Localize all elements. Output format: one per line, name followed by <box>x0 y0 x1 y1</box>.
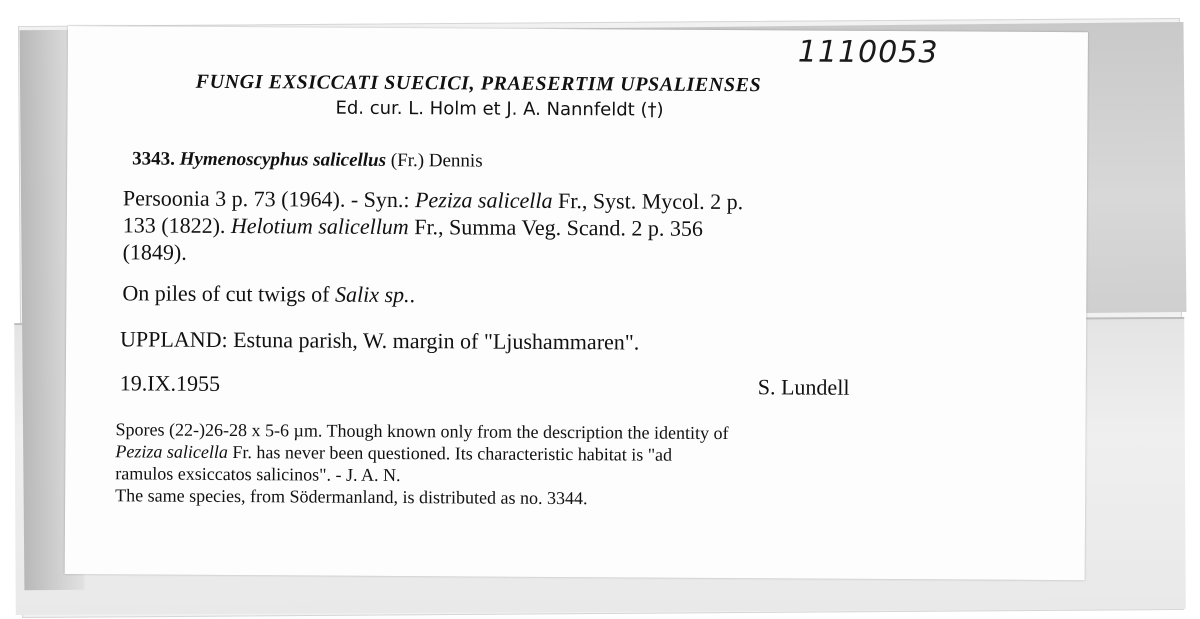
collection-date: 19.IX.1955 <box>119 370 221 396</box>
synonymy-line-1: Persoonia 3 p. 73 (1964). - Syn.: Peziza salicella Fr., Syst. Mycol. 2 p. <box>122 185 744 215</box>
synonymy-block <box>123 184 744 269</box>
note-line-1: Spores (22-)26-28 x 5-6 µm. Though known only from the description the identity of <box>115 419 729 444</box>
series-title: FUNGI EXSICCATI SUECICI, PRAESERTIM UPSALIENSES <box>195 70 762 97</box>
collector-name: S. Lundell <box>757 374 850 400</box>
synonymy-line-2: 133 (1822). Helotium salicellum Fr., Summa Veg. Scand. 2 p. 356 <box>122 212 703 241</box>
synonymy-line-3: (1849). <box>122 239 187 265</box>
catalog-number: 1110053 <box>797 34 939 71</box>
series-editors: Ed. cur. L. Holm et J. A. Nannfeldt (†) <box>335 97 664 121</box>
specimen-label <box>65 26 1088 580</box>
note-line-2: Peziza salicella Fr. has never been questioned. Its characteristic habitat is "ad <box>115 441 673 465</box>
taxon-name: Hymenoscyphus salicellus <box>179 148 387 171</box>
note-line-3: ramulos exsiccatos salicinos". - J. A. N. <box>115 463 401 486</box>
note-line-4: The same species, from Södermanland, is distributed as no. 3344. <box>115 485 588 509</box>
taxon-authority: (Fr.) Dennis <box>390 149 483 172</box>
locality-text: UPPLAND: Estuna parish, W. margin of "Ljushammaren". <box>120 326 640 355</box>
taxon-heading <box>132 148 483 172</box>
notes-block <box>115 418 728 510</box>
exsiccata-number: 3343. <box>132 148 176 170</box>
habitat-text: On piles of cut twigs of Salix sp.. <box>122 280 416 308</box>
